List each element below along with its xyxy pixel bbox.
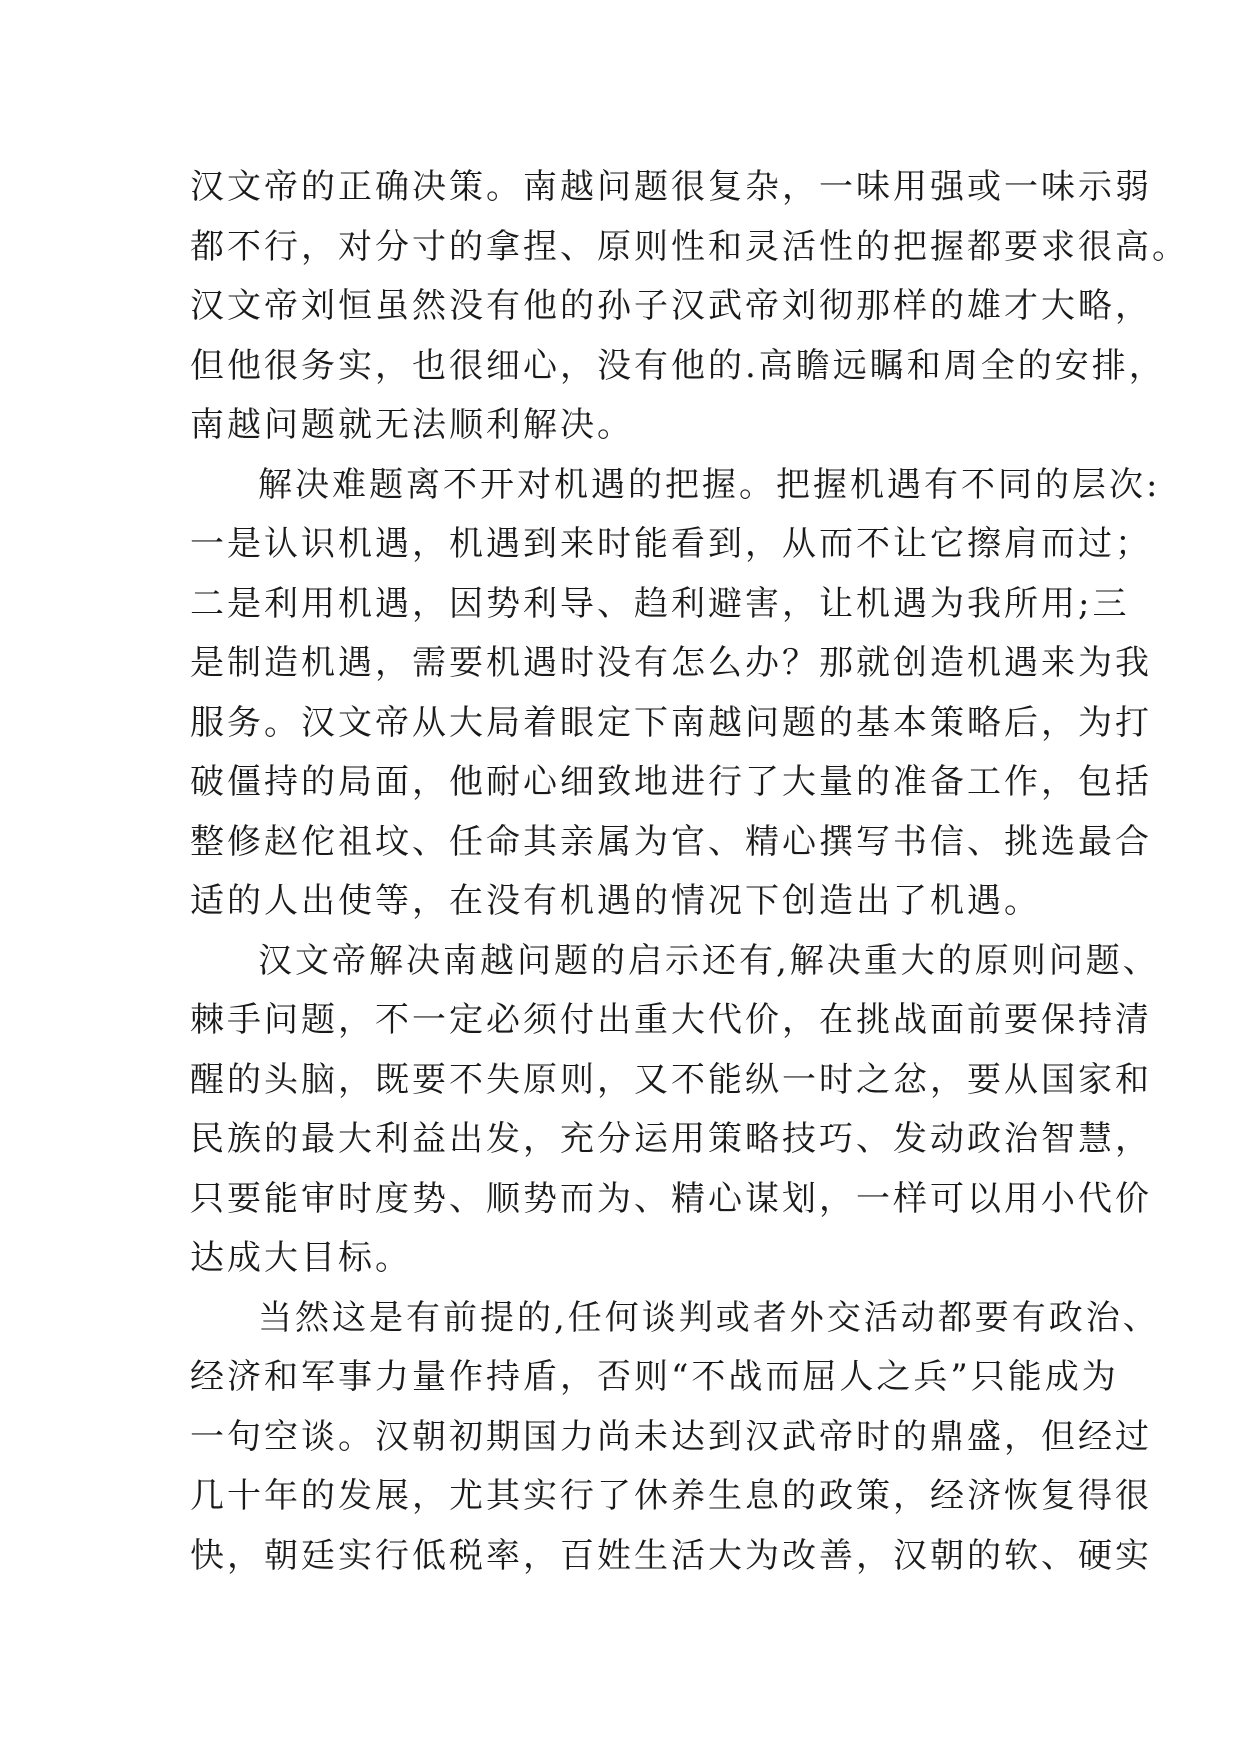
text-line: 几十年的发展，尤其实行了休养生息的政策，经济恢复得很 — [190, 1476, 1152, 1516]
text-line: 南越问题就无法顺利解决。 — [190, 405, 634, 445]
text-line: 一句空谈。汉朝初期国力尚未达到汉武帝时的鼎盛，但经过 — [190, 1416, 1152, 1457]
text-line: 只要能审时度势、顺势而为、精心谋划，一样可以用小代价 — [190, 1178, 1152, 1219]
text-line: 当然这是有前提的,任何谈判或者外交活动都要有政治、 — [258, 1297, 1160, 1338]
text-line: 服务。汉文帝从大局着眼定下南越问题的基本策略后，为打 — [190, 702, 1152, 743]
document-body — [190, 158, 1189, 1586]
text-line: 都不行，对分寸的拿捏、原则性和灵活性的把握都要求很高。 — [190, 226, 1189, 267]
text-line: 棘手问题，不一定必须付出重大代价，在挑战面前要保持清 — [190, 1000, 1152, 1040]
text-line: 达成大目标。 — [190, 1238, 412, 1278]
text-line: 是制造机遇，需要机遇时没有怎么办？那就创造机遇来为我 — [190, 643, 1152, 683]
paragraph-1 — [190, 158, 1189, 456]
text-line: 经济和军事力量作持盾，否则“不战而屈人之兵”只能成为 — [190, 1357, 1119, 1397]
text-line: 汉文帝的正确决策。南越问题很复杂，一味用强或一味示弱 — [190, 167, 1152, 207]
text-line: 汉文帝刘恒虽然没有他的孙子汉武帝刘彻那样的雄才大略， — [190, 286, 1152, 326]
text-line: 民族的最大利益出发，充分运用策略技巧、发动政治智慧， — [190, 1119, 1152, 1159]
text-line: 快，朝廷实行低税率，百姓生活大为改善，汉朝的软、硬实 — [190, 1535, 1152, 1576]
text-line: 但他很务实，也很细心，没有他的.高瞻远瞩和周全的安排， — [190, 345, 1166, 386]
text-line: 破僵持的局面，他耐心细致地进行了大量的准备工作，包括 — [190, 762, 1152, 802]
text-line: 适的人出使等，在没有机遇的情况下创造出了机遇。 — [190, 881, 1041, 921]
paragraph-2 — [190, 456, 1161, 932]
text-line: 一是认识机遇，机遇到来时能看到，从而不让它擦肩而过； — [190, 524, 1152, 564]
text-line: 解决难题离不开对机遇的把握。把握机遇有不同的层次: — [258, 464, 1161, 505]
text-line: 整修赵佗祖坟、任命其亲属为官、精心撰写书信、挑选最合 — [190, 821, 1152, 862]
text-line: 二是利用机遇，因势利导、趋利避害，让机遇为我所用;三 — [190, 583, 1130, 624]
paragraph-3 — [190, 932, 1160, 1289]
text-line: 汉文帝解决南越问题的启示还有,解决重大的原则问题、 — [258, 940, 1160, 981]
text-line: 醒的头脑，既要不失原则，又不能纵一时之忿，要从国家和 — [190, 1059, 1152, 1100]
paragraph-4 — [190, 1289, 1160, 1587]
